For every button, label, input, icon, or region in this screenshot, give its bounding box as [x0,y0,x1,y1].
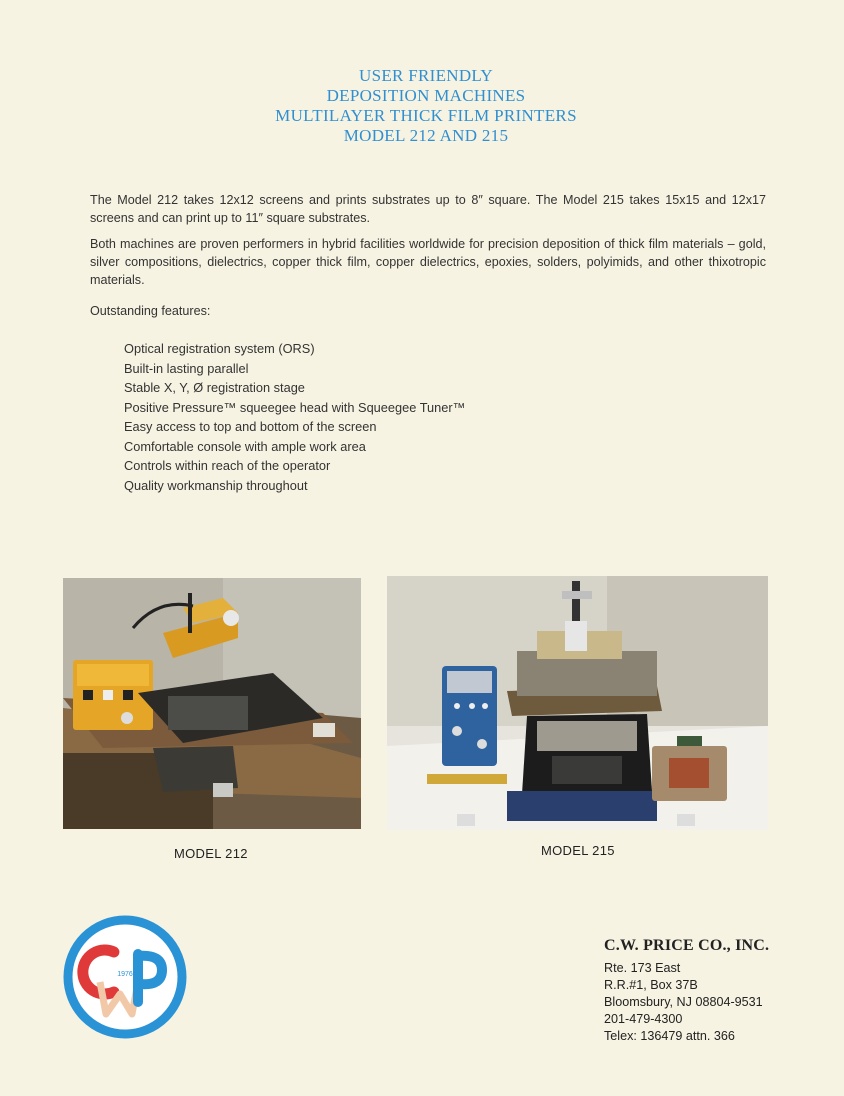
list-item: Stable X, Y, Ø registration stage [124,380,305,395]
model-212-caption: MODEL 212 [174,846,248,861]
model-215-caption: MODEL 215 [541,843,615,858]
features-heading: Outstanding features: [90,304,211,318]
title-line-4: MODEL 212 AND 215 [343,126,509,145]
title-line-2: DEPOSITION MACHINES [326,86,526,105]
title-line-3: MULTILAYER THICK FILM PRINTERS [275,106,577,125]
company-address-block [604,937,769,1045]
title-line-1: USER FRIENDLY [359,66,493,85]
list-item: Controls within reach of the operator [124,458,331,473]
model-215-photo [387,576,768,830]
model-212-photo [63,578,361,829]
logo-year: 1976 [117,971,133,978]
cwp-logo [62,914,188,1040]
telex-number: Telex: 136479 attn. 366 [604,1029,735,1043]
address-line: Rte. 173 East [604,961,681,975]
intro-paragraph-2: Both machines are proven performers in hybrid facilities worldwide for precision deposition of thick film materials – gold, silver compositions, dielectrics, copper thick film, copper dielectrics, epoxies, solders, polyimids, and other thixotropic materials. [90,237,766,287]
address-line: R.R.#1, Box 37B [604,978,698,992]
intro-paragraph-1: The Model 212 takes 12x12 screens and prints substrates up to 8″ square. The Model 215 takes 15x15 and 12x17 screens and can print up to 11″ square substrates. [90,193,766,225]
list-item: Easy access to top and bottom of the screen [124,419,377,434]
list-item: Comfortable console with ample work area [124,438,366,454]
address-line: Bloomsbury, NJ 08804-9531 [604,995,763,1009]
list-item: Quality workmanship throughout [124,477,308,493]
page-title [0,66,844,146]
features-list [124,339,465,495]
phone-number: 201-479-4300 [604,1012,683,1026]
list-item: Built-in lasting parallel [124,360,249,376]
list-item: Positive Pressure™ squeegee head with Squeegee Tuner™ [124,399,466,415]
list-item: Optical registration system (ORS) [124,341,315,356]
company-name: C.W. PRICE CO., INC. [604,937,770,954]
